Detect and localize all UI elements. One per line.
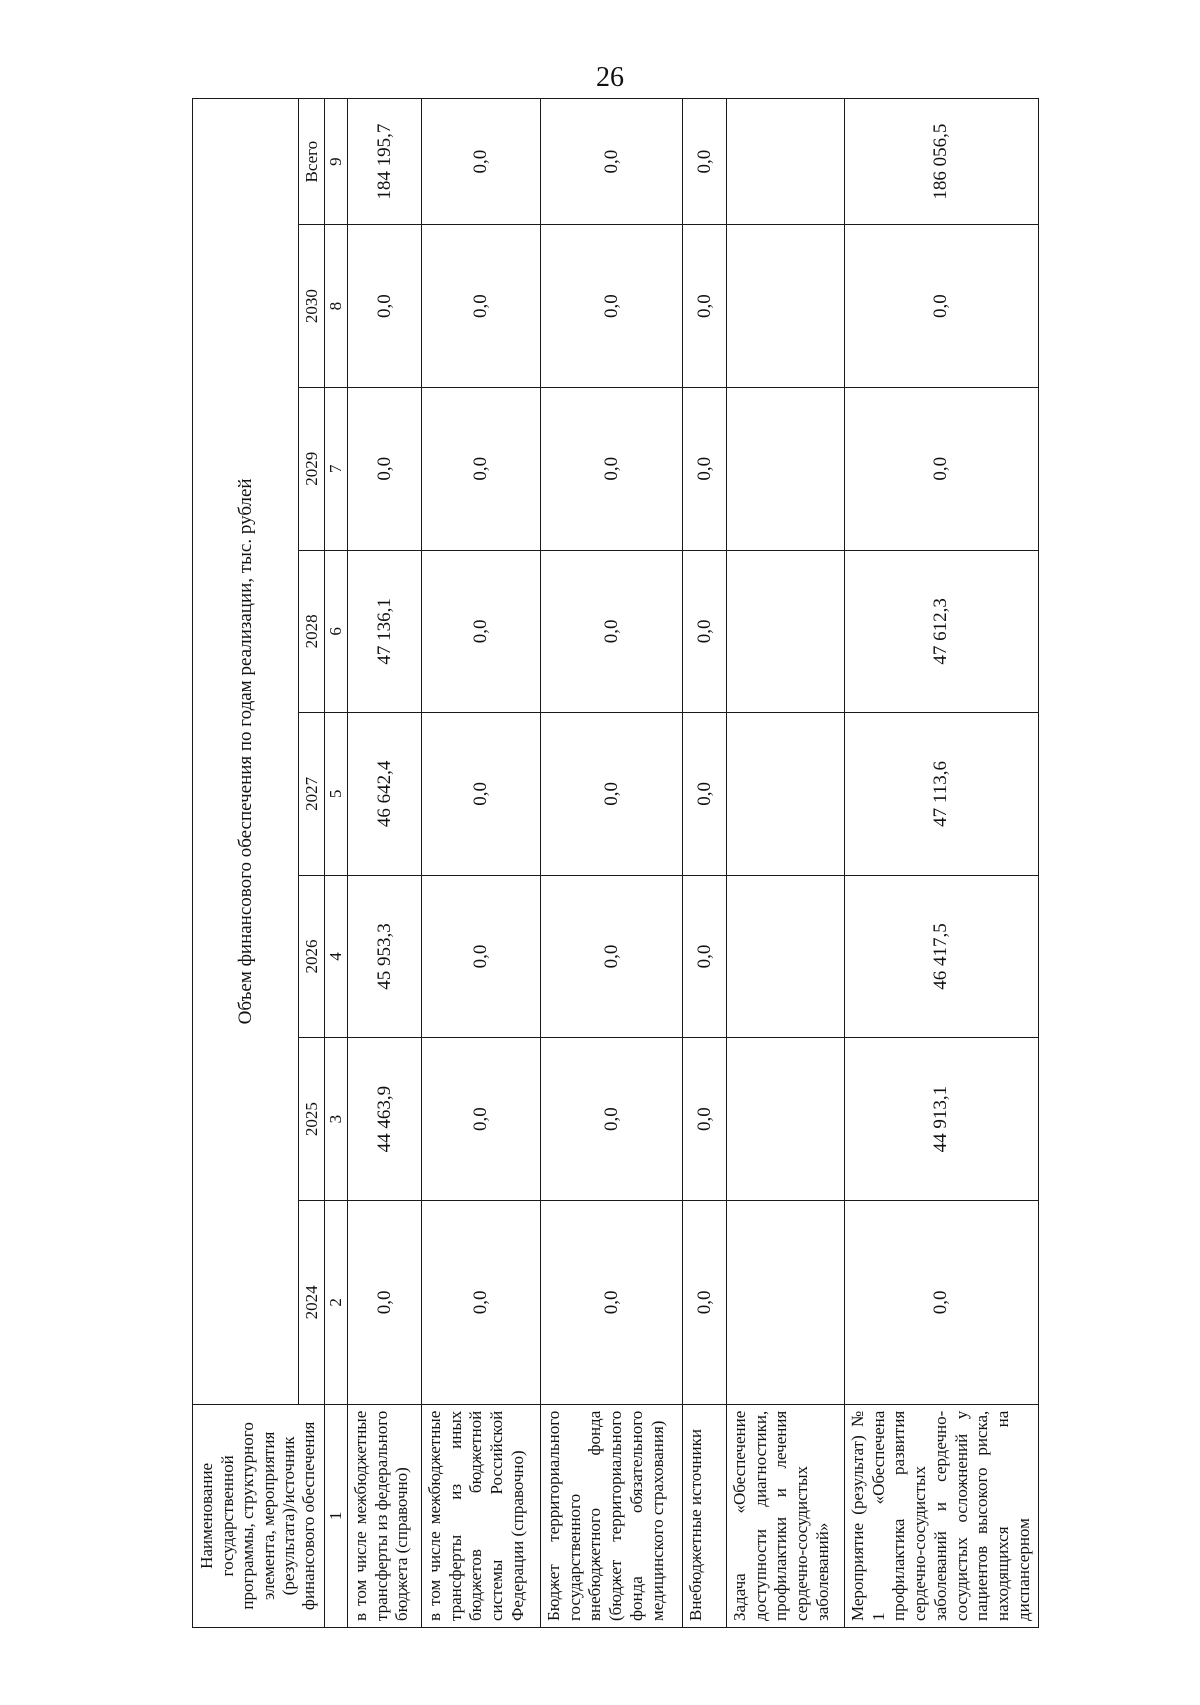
table-row	[845, 99, 1039, 1628]
value-cell: 0,0	[845, 1200, 1039, 1404]
row-name: в том числе межбюджетные трансферты из федерального бюджета (справочно)	[348, 1404, 422, 1627]
row-name: Задача «Обеспечение доступности диагностики, профилактики и лечения сердечно-сосудистых заболеваний»	[727, 1404, 845, 1627]
value-cell: 0,0	[845, 387, 1039, 550]
column-number: 9	[325, 99, 348, 225]
row-name: Мероприятие (результат) № 1 «Обеспечена профилактика развития сердечно-сосудистых заболеваний и сердечно-сосудистых осложнений у пациентов высокого риска, находящихся на диспансерном	[845, 1404, 1039, 1627]
value-cell: 46 642,4	[348, 713, 422, 876]
value-cell: 0,0	[422, 550, 541, 713]
column-number: 1	[325, 1404, 348, 1627]
row-name: Внебюджетные источники	[683, 1404, 727, 1627]
year-header: 2024	[299, 1200, 325, 1404]
page-number: 26	[596, 62, 624, 93]
column-number: 5	[325, 713, 348, 876]
value-cell: 0,0	[348, 387, 422, 550]
total-cell: 0,0	[422, 99, 541, 225]
value-cell: 0,0	[422, 1200, 541, 1404]
total-header: Всего	[299, 99, 325, 225]
column-number: 6	[325, 550, 348, 713]
year-header: 2028	[299, 550, 325, 713]
value-cell: 0,0	[348, 1200, 422, 1404]
value-cell: 0,0	[541, 713, 683, 876]
value-cell: 0,0	[541, 550, 683, 713]
year-header: 2030	[299, 225, 325, 388]
value-cell: 0,0	[683, 875, 727, 1038]
value-cell: 0,0	[422, 875, 541, 1038]
value-cell: 0,0	[683, 550, 727, 713]
column-number: 3	[325, 1038, 348, 1201]
name-column-header: Наименование государственной программы, структурного элемента, мероприятия (результата)/источник финансового обеспечения	[193, 1404, 325, 1627]
value-cell	[727, 225, 845, 388]
year-header: 2027	[299, 713, 325, 876]
total-cell: 186 056,5	[845, 99, 1039, 225]
value-cell: 0,0	[683, 1038, 727, 1201]
financing-table	[192, 98, 1039, 1628]
value-cell: 45 953,3	[348, 875, 422, 1038]
value-cell: 0,0	[422, 1038, 541, 1201]
value-cell: 0,0	[348, 225, 422, 388]
column-number: 2	[325, 1200, 348, 1404]
table-row	[348, 99, 422, 1628]
table-row	[541, 99, 683, 1628]
value-cell: 47 612,3	[845, 550, 1039, 713]
total-cell: 0,0	[683, 99, 727, 225]
column-number: 4	[325, 875, 348, 1038]
value-cell: 0,0	[845, 225, 1039, 388]
year-header: 2025	[299, 1038, 325, 1201]
year-header: 2026	[299, 875, 325, 1038]
value-cell: 0,0	[541, 387, 683, 550]
table-row	[422, 99, 541, 1628]
year-header: 2029	[299, 387, 325, 550]
value-cell	[727, 875, 845, 1038]
value-cell	[727, 713, 845, 876]
row-name: в том числе межбюджетные трансферты из иных бюджетов бюджетной системы Российской Федерации (справочно)	[422, 1404, 541, 1627]
rotated-table-frame	[192, 98, 1033, 1628]
value-cell: 0,0	[422, 225, 541, 388]
value-cell: 0,0	[422, 713, 541, 876]
value-cell: 0,0	[683, 225, 727, 388]
value-cell: 0,0	[422, 387, 541, 550]
value-cell: 47 113,6	[845, 713, 1039, 876]
value-cell: 0,0	[541, 1038, 683, 1201]
value-cell: 44 463,9	[348, 1038, 422, 1201]
value-cell: 0,0	[541, 875, 683, 1038]
value-cell: 0,0	[683, 713, 727, 876]
value-cell	[727, 1200, 845, 1404]
value-cell: 47 136,1	[348, 550, 422, 713]
total-cell: 184 195,7	[348, 99, 422, 225]
volume-header: Объем финансового обеспечения по годам реализации, тыс. рублей	[193, 99, 299, 1405]
column-number: 7	[325, 387, 348, 550]
value-cell	[727, 1038, 845, 1201]
table-row	[683, 99, 727, 1628]
value-cell: 0,0	[683, 1200, 727, 1404]
value-cell: 44 913,1	[845, 1038, 1039, 1201]
value-cell: 0,0	[683, 387, 727, 550]
value-cell: 46 417,5	[845, 875, 1039, 1038]
value-cell: 0,0	[541, 225, 683, 388]
row-name: Бюджет территориального государственного внебюджетного фонда (бюджет территориального фонда обязательного медицинского страхования)	[541, 1404, 683, 1627]
value-cell: 0,0	[541, 1200, 683, 1404]
total-cell: 0,0	[541, 99, 683, 225]
value-cell	[727, 387, 845, 550]
total-cell	[727, 99, 845, 225]
table-row	[727, 99, 845, 1628]
value-cell	[727, 550, 845, 713]
column-number: 8	[325, 225, 348, 388]
